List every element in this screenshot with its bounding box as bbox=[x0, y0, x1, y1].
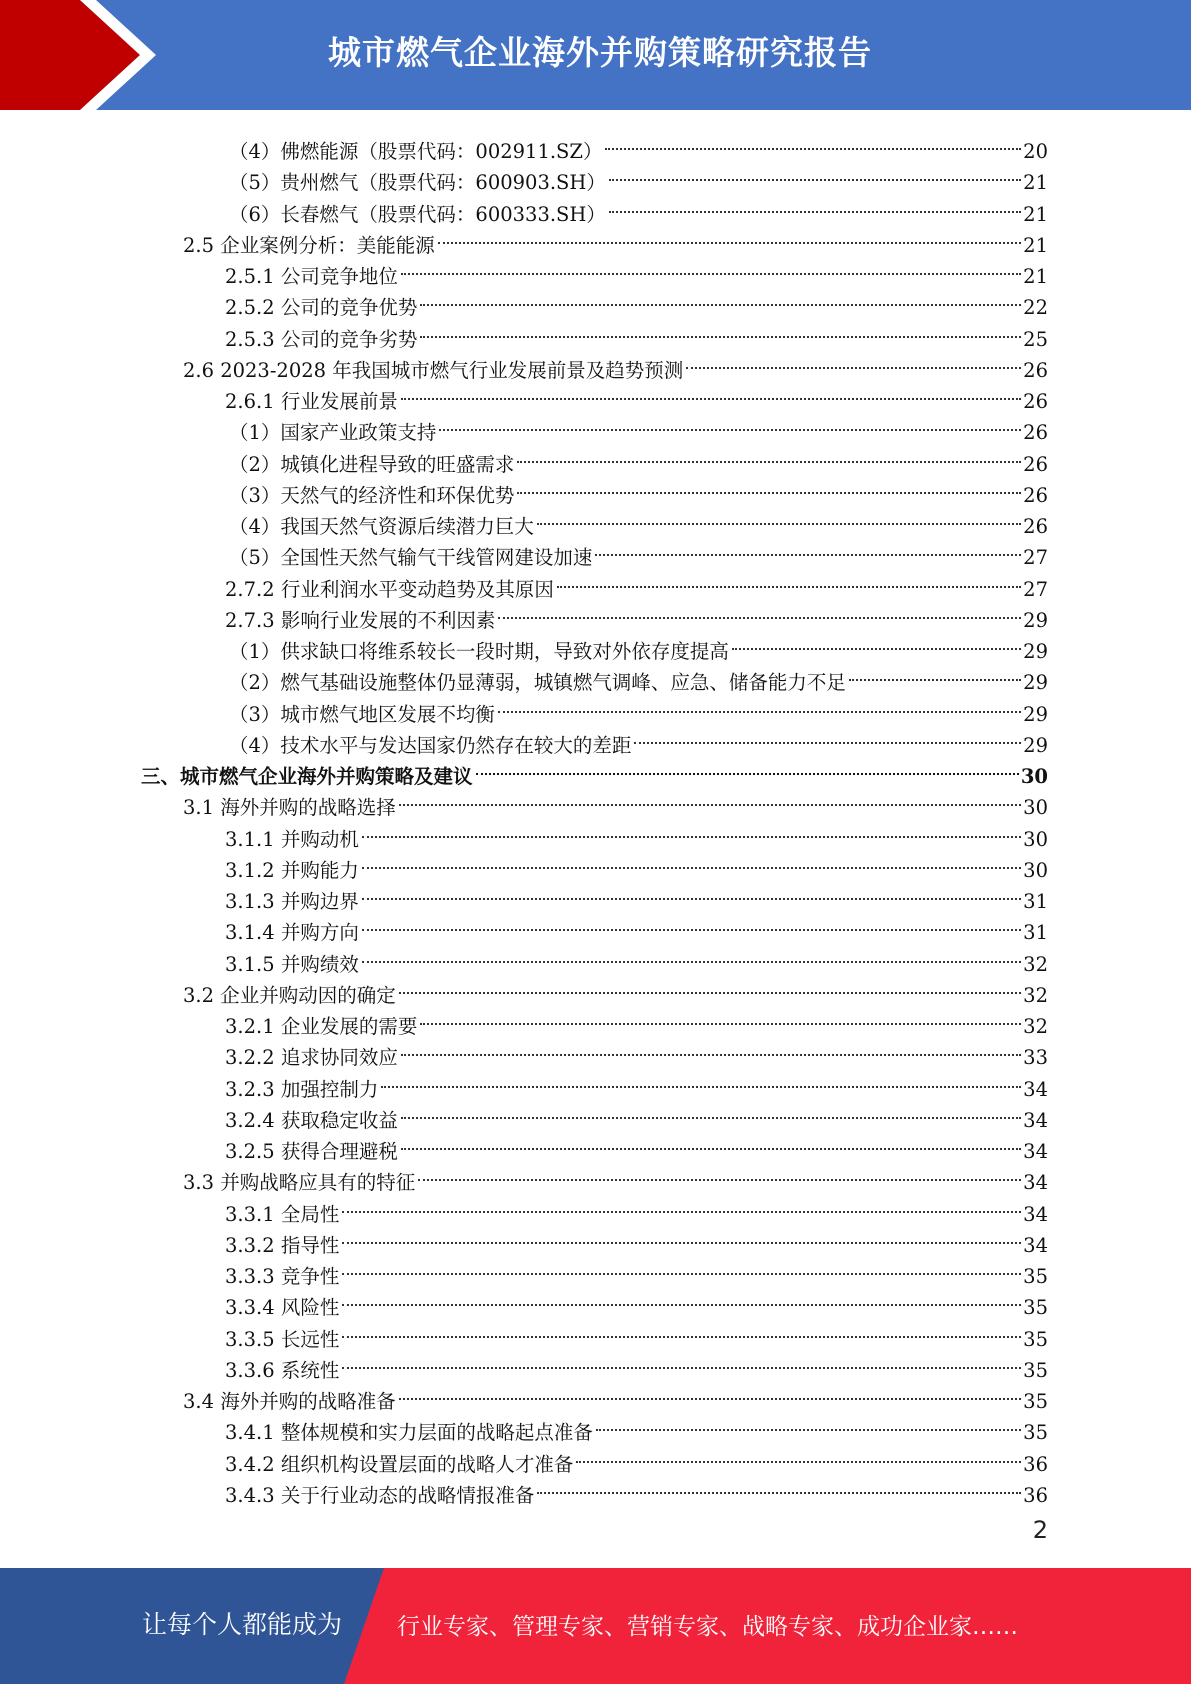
toc-entry-label: 3.3.6 系统性 bbox=[225, 1358, 340, 1382]
toc-leader-dots bbox=[498, 596, 1021, 627]
toc-entry-page: 21 bbox=[1023, 265, 1048, 288]
toc-leader-dots bbox=[476, 752, 1019, 783]
toc-leader-dots bbox=[609, 158, 1021, 189]
toc-entry-label: 2.5.2 公司的竞争优势 bbox=[225, 296, 418, 320]
toc-entry-label: 3.3 并购战略应具有的特征 bbox=[183, 1171, 416, 1195]
toc-leader-dots bbox=[401, 1127, 1021, 1158]
toc-entry[interactable] bbox=[225, 1190, 1048, 1226]
toc-entry-label: （6）长春燃气（股票代码：600333.SH） bbox=[229, 202, 606, 226]
toc-leader-dots bbox=[576, 1440, 1021, 1471]
toc-entry-page: 36 bbox=[1023, 1483, 1048, 1507]
toc-entry-label: 3.3.2 指导性 bbox=[225, 1233, 340, 1257]
toc-entry[interactable] bbox=[183, 971, 1048, 1007]
toc-entry-page: 30 bbox=[1023, 827, 1048, 851]
toc-entry-label: 2.5.1 公司竞争地位 bbox=[225, 265, 398, 288]
toc-entry[interactable] bbox=[225, 846, 1048, 882]
toc-entry-label: 2.6 2023-2028 年我国城市燃气行业发展前景及趋势预测 bbox=[183, 358, 684, 382]
toc-entry[interactable] bbox=[229, 471, 1048, 507]
toc-entry-page: 29 bbox=[1023, 608, 1048, 632]
toc-leader-dots bbox=[595, 533, 1021, 564]
toc-entry-label: 3.3.4 风险性 bbox=[225, 1296, 340, 1320]
toc-entry-page: 30 bbox=[1023, 796, 1048, 820]
toc-entry[interactable] bbox=[229, 190, 1048, 226]
toc-entry-label: （4）佛燃能源（股票代码：002911.SZ） bbox=[229, 140, 603, 163]
toc-entry-label: 三、城市燃气企业海外并购策略及建议 bbox=[141, 765, 473, 788]
toc-leader-dots bbox=[634, 721, 1021, 752]
toc-entry-page: 26 bbox=[1023, 483, 1048, 507]
toc-entry-label: （3）城市燃气地区发展不均衡 bbox=[229, 702, 495, 726]
toc-entry-page: 32 bbox=[1023, 1015, 1048, 1038]
toc-entry-label: 3.2.3 加强控制力 bbox=[225, 1077, 379, 1101]
toc-entry[interactable] bbox=[183, 783, 1048, 820]
toc-entry[interactable] bbox=[229, 658, 1048, 695]
toc-entry[interactable] bbox=[229, 440, 1048, 476]
toc-entry-page: 31 bbox=[1023, 921, 1048, 945]
toc-entry-page: 35 bbox=[1023, 1327, 1048, 1351]
footer-banner bbox=[0, 1568, 1191, 1684]
toc-leader-dots bbox=[362, 846, 1021, 877]
toc-leader-dots bbox=[401, 1096, 1021, 1127]
toc-entry-page: 25 bbox=[1023, 327, 1048, 351]
toc-entry-label: 3.1.1 并购动机 bbox=[225, 827, 359, 851]
toc-entry-label: （1）供求缺口将维系较长一段时期，导致对外依存度提高 bbox=[229, 640, 729, 663]
toc-leader-dots bbox=[399, 971, 1021, 1002]
toc-leader-dots bbox=[557, 565, 1021, 596]
toc-entry-label: 2.6.1 行业发展前景 bbox=[225, 390, 398, 413]
toc-leader-dots bbox=[420, 1002, 1021, 1033]
toc-entry-page: 34 bbox=[1023, 1108, 1048, 1132]
toc-entry-label: 3.2.2 追求协同效应 bbox=[225, 1046, 398, 1070]
toc-entry[interactable] bbox=[225, 1252, 1048, 1288]
toc-entry[interactable] bbox=[225, 1096, 1048, 1132]
toc-entry[interactable] bbox=[225, 1002, 1048, 1038]
toc-entry-page: 35 bbox=[1023, 1390, 1048, 1413]
toc-entry-label: （4）我国天然气资源后续潜力巨大 bbox=[229, 515, 534, 538]
toc-entry[interactable] bbox=[229, 627, 1048, 663]
toc-entry-label: 3.2.4 获取稳定收益 bbox=[225, 1108, 398, 1132]
toc-leader-dots bbox=[342, 1283, 1021, 1314]
toc-entry-label: 3.3.1 全局性 bbox=[225, 1202, 340, 1226]
toc-entry[interactable] bbox=[225, 315, 1048, 351]
toc-leader-dots bbox=[517, 440, 1021, 471]
page-number: 2 bbox=[1032, 1516, 1048, 1544]
toc-leader-dots bbox=[605, 127, 1021, 158]
toc-entry-label: 3.1.5 并购绩效 bbox=[225, 952, 359, 976]
toc-entry-page: 33 bbox=[1023, 1046, 1048, 1070]
toc-leader-dots bbox=[517, 471, 1021, 502]
toc-leader-dots bbox=[418, 1158, 1021, 1189]
toc-entry[interactable] bbox=[225, 1221, 1048, 1257]
toc-entry[interactable] bbox=[225, 565, 1048, 601]
toc-entry-page: 22 bbox=[1023, 296, 1048, 320]
toc-leader-dots bbox=[362, 815, 1021, 846]
toc-entry[interactable] bbox=[225, 908, 1048, 945]
toc-entry[interactable] bbox=[225, 1065, 1048, 1101]
toc-leader-dots bbox=[438, 221, 1021, 252]
toc-entry-page: 26 bbox=[1023, 390, 1048, 413]
toc-entry[interactable] bbox=[225, 1033, 1048, 1070]
footer-slogan-left: 让每个人都能成为 bbox=[142, 1610, 343, 1639]
toc-leader-dots bbox=[439, 408, 1021, 439]
toc-leader-dots bbox=[401, 252, 1021, 283]
report-title: 城市燃气企业海外并购策略研究报告 bbox=[328, 33, 872, 72]
toc-entry[interactable] bbox=[225, 283, 1048, 320]
toc-entry[interactable] bbox=[229, 408, 1048, 445]
toc-entry[interactable] bbox=[183, 221, 1048, 257]
toc-leader-dots bbox=[342, 1315, 1021, 1346]
toc-leader-dots bbox=[342, 1221, 1021, 1252]
toc-leader-dots bbox=[401, 377, 1021, 408]
toc-leader-dots bbox=[362, 940, 1021, 971]
toc-entry-label: （5）贵州燃气（股票代码：600903.SH） bbox=[229, 171, 606, 195]
toc-entry-page: 29 bbox=[1023, 671, 1048, 695]
toc-leader-dots bbox=[399, 1377, 1021, 1408]
toc-entry-page: 21 bbox=[1023, 233, 1048, 257]
toc-entry-page: 30 bbox=[1020, 765, 1048, 788]
toc-entry-page: 21 bbox=[1023, 171, 1048, 195]
toc-entry-page: 27 bbox=[1023, 546, 1048, 570]
toc-leader-dots bbox=[420, 283, 1021, 314]
toc-entry-label: 3.1.2 并购能力 bbox=[225, 858, 359, 882]
toc-entry-page: 20 bbox=[1023, 140, 1048, 163]
toc-entry-page: 34 bbox=[1023, 1077, 1048, 1101]
toc-leader-dots bbox=[342, 1252, 1021, 1283]
toc-entry[interactable] bbox=[225, 1315, 1048, 1351]
toc-leader-dots bbox=[609, 190, 1021, 221]
toc-entry-label: 3.3.3 竞争性 bbox=[225, 1265, 340, 1288]
toc-leader-dots bbox=[342, 1190, 1021, 1221]
toc-entry[interactable] bbox=[225, 815, 1048, 851]
toc-leader-dots bbox=[498, 690, 1021, 721]
toc-entry-label: （4）技术水平与发达国家仍然存在较大的差距 bbox=[229, 733, 632, 757]
toc-entry-label: 2.5 企业案例分析：美能能源 bbox=[183, 233, 435, 257]
toc-entry-page: 34 bbox=[1023, 1171, 1048, 1195]
toc-entry-page: 31 bbox=[1023, 890, 1048, 913]
toc-entry-label: 2.7.2 行业利润水平变动趋势及其原因 bbox=[225, 577, 554, 601]
toc-entry-page: 26 bbox=[1023, 421, 1048, 445]
toc-entry[interactable] bbox=[225, 596, 1048, 632]
toc-entry-label: （5）全国性天然气输气干线管网建设加速 bbox=[229, 546, 593, 570]
header-banner bbox=[0, 0, 1191, 110]
toc-entry[interactable] bbox=[229, 721, 1048, 757]
toc-entry-label: 3.1.3 并购边界 bbox=[225, 890, 359, 913]
toc-entry[interactable] bbox=[225, 1471, 1048, 1507]
toc-entry-label: （2）燃气基础设施整体仍显薄弱，城镇燃气调峰、应急、储备能力不足 bbox=[229, 671, 846, 695]
toc-entry-page: 35 bbox=[1023, 1296, 1048, 1320]
toc-entry[interactable] bbox=[225, 940, 1048, 976]
toc-entry-page: 35 bbox=[1023, 1358, 1048, 1382]
toc-leader-dots bbox=[537, 1471, 1021, 1502]
toc-leader-dots bbox=[420, 315, 1021, 346]
toc-leader-dots bbox=[362, 908, 1021, 939]
toc-entry-label: 3.2 企业并购动因的确定 bbox=[183, 983, 396, 1007]
toc-entry[interactable] bbox=[183, 1377, 1048, 1413]
toc-entry-page: 29 bbox=[1023, 733, 1048, 757]
toc-entry-page: 35 bbox=[1023, 1421, 1048, 1445]
toc-entry-page: 34 bbox=[1023, 1140, 1048, 1163]
toc-leader-dots bbox=[381, 1065, 1021, 1096]
toc-leader-dots bbox=[362, 877, 1021, 908]
toc-entry-label: （3）天然气的经济性和环保优势 bbox=[229, 483, 515, 507]
toc-entry-label: 2.7.3 影响行业发展的不利因素 bbox=[225, 608, 496, 632]
toc-entry-page: 27 bbox=[1023, 577, 1048, 601]
toc-entry-label: 3.2.1 企业发展的需要 bbox=[225, 1015, 418, 1038]
toc-entry-label: 3.4.2 组织机构设置层面的战略人才准备 bbox=[225, 1452, 574, 1476]
footer-slogan-right: 行业专家、管理专家、营销专家、战略专家、成功企业家…… bbox=[397, 1614, 1018, 1640]
toc-leader-dots bbox=[342, 1346, 1021, 1377]
toc-entry-label: （1）国家产业政策支持 bbox=[229, 421, 437, 445]
toc-entry-label: （2）城镇化进程导致的旺盛需求 bbox=[229, 452, 515, 476]
toc-entry-page: 30 bbox=[1023, 858, 1048, 882]
toc-entry-page: 32 bbox=[1023, 952, 1048, 976]
toc-entry[interactable] bbox=[229, 690, 1048, 726]
toc-entry-page: 32 bbox=[1023, 983, 1048, 1007]
toc-entry[interactable] bbox=[225, 1440, 1048, 1476]
toc-entry[interactable] bbox=[229, 533, 1048, 570]
toc-entry[interactable] bbox=[225, 1408, 1048, 1445]
toc-entry[interactable] bbox=[225, 1283, 1048, 1320]
toc-entry[interactable] bbox=[225, 377, 1048, 413]
toc-leader-dots bbox=[401, 1033, 1021, 1064]
toc-entry-page: 26 bbox=[1023, 515, 1048, 538]
toc-entry[interactable] bbox=[225, 1346, 1048, 1382]
toc-leader-dots bbox=[596, 1408, 1021, 1439]
toc-entry-page: 26 bbox=[1023, 452, 1048, 476]
toc-entry-page: 34 bbox=[1023, 1233, 1048, 1257]
toc-entry[interactable] bbox=[183, 1158, 1048, 1195]
toc-entry[interactable] bbox=[225, 1127, 1048, 1163]
toc-leader-dots bbox=[399, 783, 1021, 814]
toc-entry[interactable] bbox=[229, 158, 1048, 195]
toc-entry[interactable] bbox=[141, 752, 1048, 788]
toc-entry-page: 29 bbox=[1023, 702, 1048, 726]
toc-entry[interactable] bbox=[229, 127, 1048, 163]
toc-entry-label: 3.1.4 并购方向 bbox=[225, 921, 359, 945]
toc-leader-dots bbox=[686, 346, 1021, 377]
toc-entry-label: 3.4.1 整体规模和实力层面的战略起点准备 bbox=[225, 1421, 593, 1445]
toc-entry-label: 3.4 海外并购的战略准备 bbox=[183, 1390, 396, 1413]
toc-entry[interactable] bbox=[183, 346, 1048, 382]
toc-entry-page: 35 bbox=[1023, 1265, 1048, 1288]
toc-entry-label: 2.5.3 公司的竞争劣势 bbox=[225, 327, 418, 351]
toc-entry[interactable] bbox=[225, 877, 1048, 913]
toc-leader-dots bbox=[732, 627, 1021, 658]
toc-leader-dots bbox=[537, 502, 1021, 533]
toc-entry[interactable] bbox=[229, 502, 1048, 538]
toc-entry-label: 3.1 海外并购的战略选择 bbox=[183, 796, 396, 820]
toc-entry[interactable] bbox=[225, 252, 1048, 288]
toc-entry-page: 29 bbox=[1023, 640, 1048, 663]
toc-entry-page: 34 bbox=[1023, 1202, 1048, 1226]
toc-entry-label: 3.4.3 关于行业动态的战略情报准备 bbox=[225, 1483, 535, 1507]
toc-entry-page: 21 bbox=[1023, 202, 1048, 226]
toc-leader-dots bbox=[849, 658, 1021, 689]
toc-entry-page: 26 bbox=[1023, 358, 1048, 382]
toc-entry-page: 36 bbox=[1023, 1452, 1048, 1476]
toc-entry-label: 3.3.5 长远性 bbox=[225, 1327, 340, 1351]
toc-entry-label: 3.2.5 获得合理避税 bbox=[225, 1140, 398, 1163]
red-chevron-icon bbox=[0, 0, 160, 110]
